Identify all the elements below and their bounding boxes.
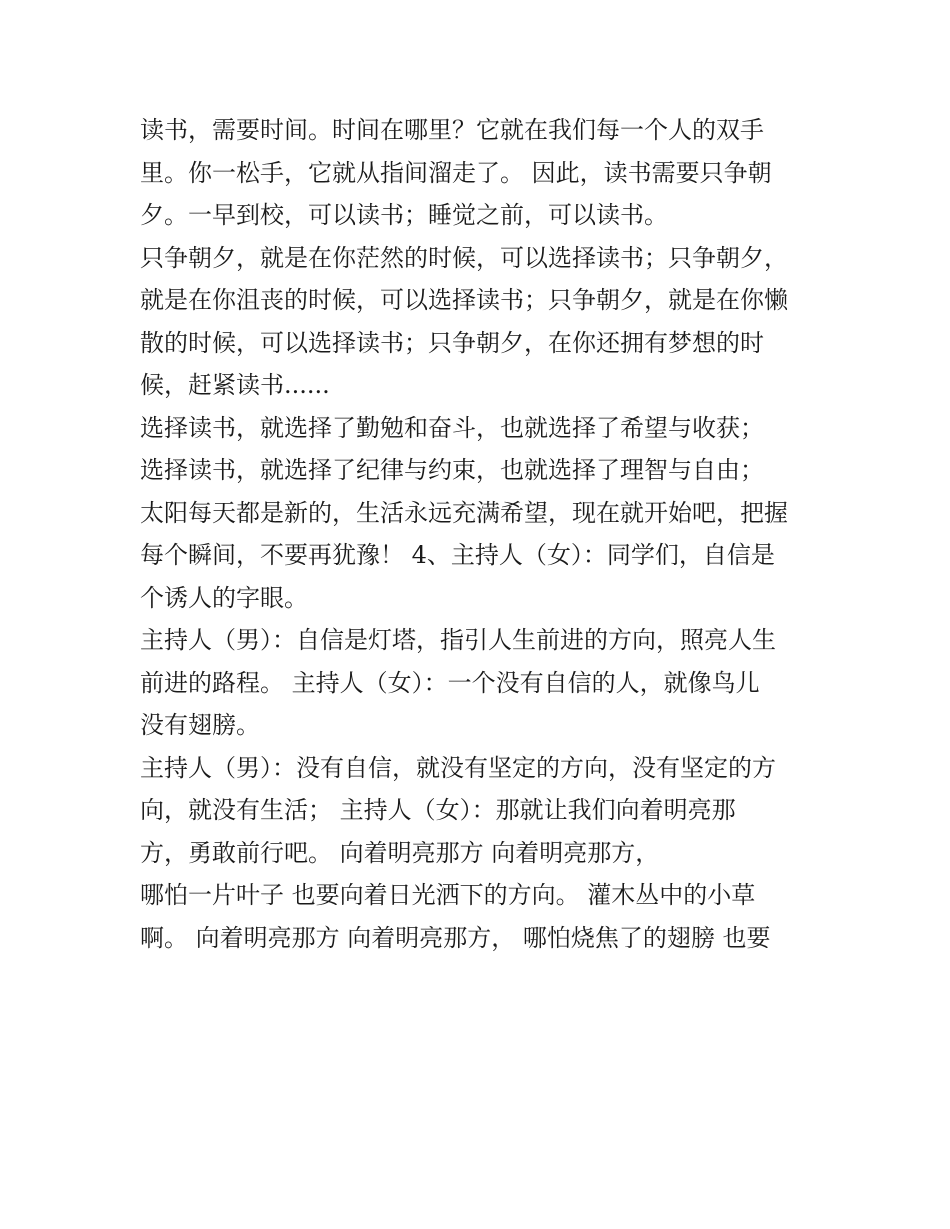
text-line: 啊。 向着明亮那方 向着明亮那方， 哪怕烧焦了的翅膀 也要 [140, 923, 771, 952]
text-line: 向，就没有生活； 主持人（女）：那就让我们向着明亮那 [140, 796, 736, 824]
text-line: 夕。一早到校，可以读书；睡觉之前，可以读书。 [140, 201, 668, 229]
text-line: 每个瞬间，不要再犹豫！ 4、主持人（女）：同学们，自信是 [140, 541, 775, 569]
text-line: 主持人（男）：自信是灯塔，指引人生前进的方向，照亮人生 [140, 626, 776, 654]
text-line: 读书，需要时间。时间在哪里？它就在我们每一个人的双手 [140, 116, 764, 144]
text-line: 方，勇敢前行吧。 向着明亮那方 向着明亮那方， [140, 838, 660, 867]
text-line: 太阳每天都是新的，生活永远充满希望，现在就开始吧，把握 [140, 498, 788, 527]
text-line: 主持人（男）：没有自信，就没有坚定的方向，没有坚定的方 [140, 753, 776, 782]
text-line: 选择读书，就选择了勤勉和奋斗，也就选择了希望与收获； [140, 413, 764, 442]
text-line: 散的时候，可以选择读书；只争朝夕，在你还拥有梦想的时 [140, 328, 764, 357]
text-line: 个诱人的字眼。 [140, 583, 308, 612]
document-body [140, 109, 830, 959]
text-line: 选择读书，就选择了纪律与约束，也就选择了理智与自由； [140, 456, 764, 484]
text-line: 就是在你沮丧的时候，可以选择读书；只争朝夕，就是在你懒 [140, 286, 788, 314]
text-line: 候，赶紧读书...... [140, 371, 330, 399]
text-line: 只争朝夕，就是在你茫然的时候，可以选择读书；只争朝夕， [140, 243, 788, 272]
text-line: 没有翅膀。 [140, 711, 260, 739]
text-line: 哪怕一片叶子 也要向着日光洒下的方向。 灌木丛中的小草 [140, 881, 756, 909]
text-line: 里。你一松手，它就从指间溜走了。 因此，读书需要只争朝 [140, 158, 772, 187]
text-line: 前进的路程。 主持人（女）：一个没有自信的人，就像鸟儿 [140, 668, 760, 697]
